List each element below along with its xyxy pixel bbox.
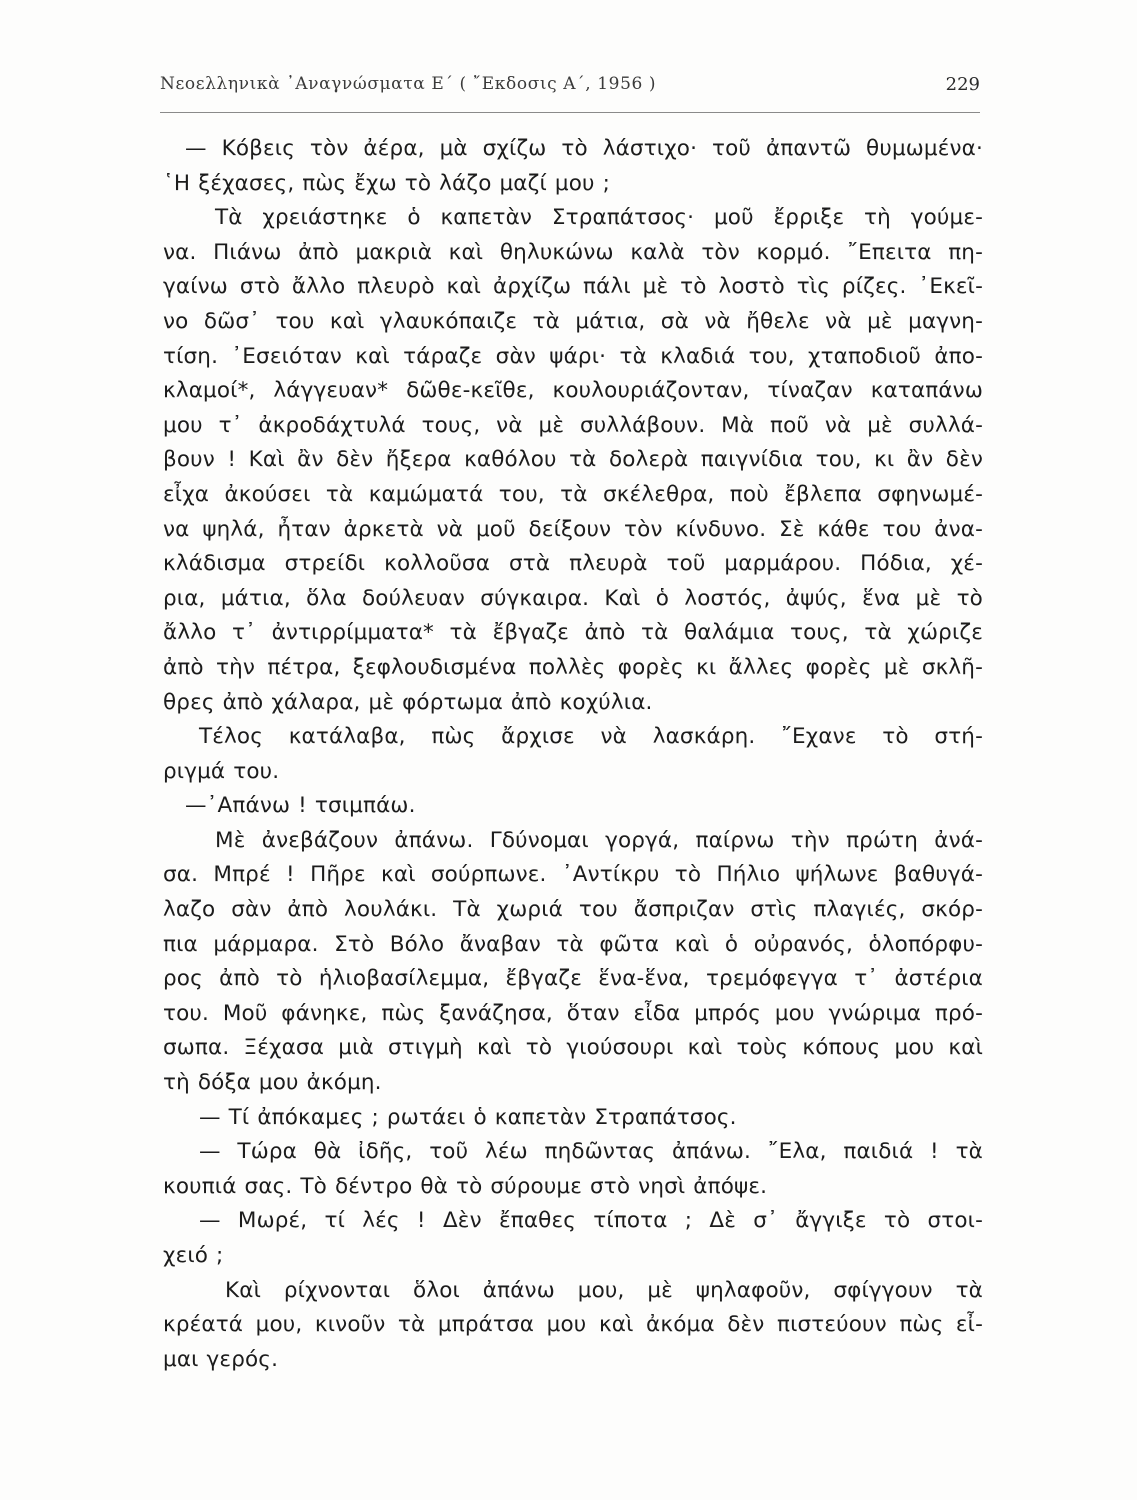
text-line: χειό ; [163, 1243, 224, 1268]
text-line: να. Πιάνω ἀπὸ μακριὰ καὶ θηλυκώνω καλὰ τὸν κορμό. ῎Επειτα πη- [163, 239, 983, 265]
text-line: μου τ᾿ ἀκροδάχτυλά τους, νὰ μὲ συλλάβουν. Μὰ ποῦ νὰ μὲ συλλά- [163, 412, 983, 438]
page-number: 229 [945, 74, 980, 95]
text-line: να ψηλά, ἦταν ἀρκετὰ νὰ μοῦ δείξουν τὸν κίνδυνο. Σὲ κάθε του ἀνα- [163, 516, 983, 542]
text-line: μαι γερός. [163, 1346, 279, 1372]
header-rule [160, 112, 980, 113]
text-line: πια μάρμαρα. Στὸ Βόλο ἄναβαν τὰ φῶτα καὶ ὁ οὐρανός, ὁλοπόρφυ- [163, 931, 983, 957]
text-line: ριγμά του. [163, 758, 280, 784]
text-line: κρέατά μου, κινοῦν τὰ μπράτσα μου καὶ ἀκόμα δὲν πιστεύουν πὼς εἶ- [163, 1312, 983, 1338]
text-line: εἶχα ἀκούσει τὰ καμώματά του, τὰ σκέλεθρα, ποὺ ἔβλεπα σφηνωμέ- [163, 481, 983, 507]
text-line: ρια, μάτια, ὅλα δούλευαν σύγκαιρα. Καὶ ὁ λοστός, ἀψύς, ἕνα μὲ τὸ [163, 585, 983, 611]
text-line: κλάδισμα στρείδι κολλοῦσα στὰ πλευρὰ τοῦ μαρμάρου. Πόδια, χέ- [163, 551, 983, 577]
text-line: κουπιά σας. Τὸ δέντρο θὰ τὸ σύρουμε στὸ νησὶ ἀπόψε. [163, 1173, 768, 1199]
text-line: θρες ἀπὸ χάλαρα, μὲ φόρτωμα ἀπὸ κοχύλια. [163, 689, 653, 715]
text-line: λαζο σὰν ἀπὸ λουλάκι. Τὰ χωριά του ἄσπριζαν στὶς πλαγιές, σκόρ- [163, 897, 983, 923]
text-line: τίση. ᾿Εσειόταν καὶ τάραζε σὰν ψάρι· τὰ κλαδιά του, χταποδιοῦ ἀπο- [163, 343, 983, 369]
text-line: σωπα. Ξέχασα μιὰ στιγμὴ καὶ τὸ γιούσουρι καὶ τοὺς κόπους μου καὶ [163, 1035, 983, 1061]
text-line: ἀπὸ τὴν πέτρα, ξεφλουδισμένα πολλὲς φορὲς κι ἄλλες φορὲς μὲ σκλῆ- [163, 654, 983, 680]
text-line: —᾿Απάνω ! τσιμπάω. [185, 793, 416, 819]
text-line: Μὲ ἀνεβάζουν ἀπάνω. Γδύνομαι γοργά, παίρνω τὴν πρώτη ἀνά- [215, 827, 983, 853]
body-text [163, 132, 983, 1377]
text-line: — Μωρέ, τί λές ! Δὲν ἔπαθες τίποτα ; Δὲ σ᾿ ἄγγιξε τὸ στοι- [199, 1208, 983, 1234]
text-line: ἄλλο τ᾿ ἀντιρρίμματα* τὰ ἔβγαζε ἀπὸ τὰ θαλάμια τους, τὰ χώριζε [163, 620, 983, 646]
text-line: τὴ δόξα μου ἀκόμη. [163, 1070, 382, 1096]
text-line: Τὰ χρειάστηκε ὁ καπετὰν Στραπάτσος· μοῦ ἔρριξε τὴ γούμε- [215, 205, 983, 231]
text-line: ῾Η ξέχασες, πὼς ἔχω τὸ λάζο μαζί μου ; [163, 170, 610, 196]
text-line: — Τί ἀπόκαμες ; ρωτάει ὁ καπετὰν Στραπάτσος. [199, 1104, 737, 1130]
text-line: — Κόβεις τὸν ἀέρα, μὰ σχίζω τὸ λάστιχο· τοῦ ἀπαντῶ θυμωμένα· [185, 136, 983, 161]
text-line: νο δῶσ᾿ του καὶ γλαυκόπαιζε τὰ μάτια, σὰ νὰ ἤθελε νὰ μὲ μαγνη- [163, 308, 983, 334]
text-line: κλαμοί*, λάγγευαν* δῶθε-κεῖθε, κουλουριάζονταν, τίναζαν καταπάνω [163, 378, 983, 404]
text-line: Τέλος κατάλαβα, πὼς ἄρχισε νὰ λασκάρη. ῎Εχανε τὸ στή- [199, 724, 983, 750]
running-header [160, 74, 980, 104]
text-line: ρος ἀπὸ τὸ ἡλιοβασίλεμμα, ἔβγαζε ἕνα-ἕνα, τρεμόφεγγα τ᾿ ἀστέρια [163, 966, 983, 992]
text-line: σα. Μπρέ ! Πῆρε καὶ σούρπωνε. ᾿Αντίκρυ τὸ Πήλιο ψήλωνε βαθυγά- [163, 862, 983, 888]
text-line: — Τώρα θὰ ἰδῆς, τοῦ λέω πηδῶντας ἀπάνω. ῎Ελα, παιδιά ! τὰ [199, 1139, 983, 1165]
text-line: Καὶ ρίχνονται ὅλοι ἀπάνω μου, μὲ ψηλαφοῦν, σφίγγουν τὰ [225, 1277, 983, 1303]
text-line: βουν ! Καὶ ἂν δὲν ἤξερα καθόλου τὰ δολερὰ παιγνίδια του, κι ἂν δὲν [163, 447, 983, 473]
text-line: του. Μοῦ φάνηκε, πὼς ξανάζησα, ὅταν εἶδα μπρός μου γνώριμα πρό- [163, 1000, 983, 1026]
text-line: γαίνω στὸ ἄλλο πλευρὸ καὶ ἀρχίζω πάλι μὲ τὸ λοστὸ τὶς ρίζες. ᾿Εκεῖ- [163, 274, 983, 300]
header-title: Νεοελληνικὰ ᾿Αναγνώσματα Ε΄ ( ῎Εκδοσις Α΄, 1956 ) [160, 74, 657, 94]
